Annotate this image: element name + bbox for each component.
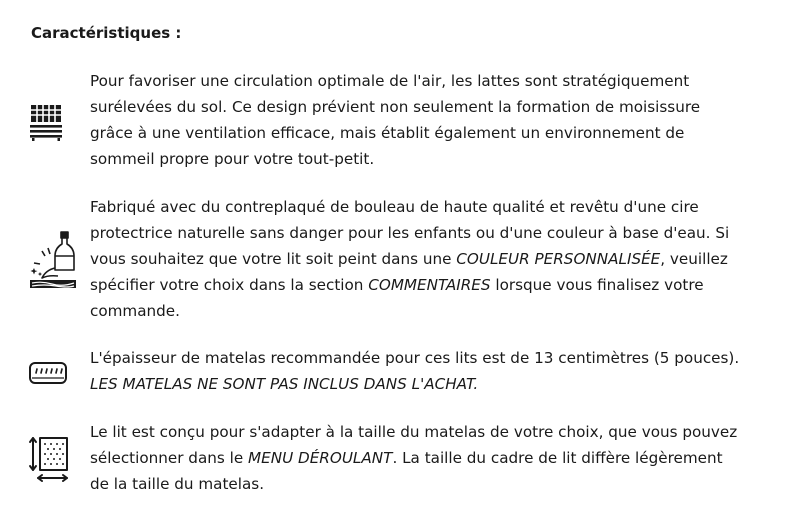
feature-text <box>90 345 795 397</box>
feature-text <box>90 194 795 324</box>
text-line: de la taille du matelas. <box>90 475 265 493</box>
comments-emphasis: COMMENTAIRES <box>368 276 491 294</box>
feature-text <box>90 419 795 497</box>
dropdown-menu-emphasis: MENU DÉROULANT <box>248 449 393 467</box>
feature-text <box>90 68 795 172</box>
text-line <box>90 272 795 298</box>
raised-slats-icon <box>28 102 64 142</box>
wax-bottle-icon <box>28 230 78 290</box>
text-line: Fabriqué avec du contreplaqué de bouleau de haute qualité et revêtu d'une cire <box>90 198 699 216</box>
text-line: sommeil propre pour votre tout-petit. <box>90 150 375 168</box>
text-segment: . La taille du cadre de lit diffère légèrement <box>392 449 723 467</box>
text-line: L'épaisseur de matelas recommandée pour ces lits est de 13 centimètres (5 pouces). <box>90 349 740 367</box>
text-line: commande. <box>90 302 180 320</box>
not-included-notice: LES MATELAS NE SONT PAS INCLUS DANS L'ACHAT. <box>90 375 479 393</box>
text-segment: , veuillez <box>660 250 728 268</box>
text-segment: lorsque vous finalisez votre <box>490 276 704 294</box>
text-line: Le lit est conçu pour s'adapter à la taille du matelas de votre choix, que vous pouvez <box>90 423 738 441</box>
text-line: surélevées du sol. Ce design prévient non seulement la formation de moisissure <box>90 98 701 116</box>
text-line: protectrice naturelle sans danger pour les enfants ou d'une couleur à base d'eau. Si <box>90 224 730 242</box>
text-line: Pour favoriser une circulation optimale de l'air, les lattes sont stratégiquement <box>90 72 690 90</box>
mattress-icon <box>28 359 68 387</box>
text-line <box>90 445 795 471</box>
text-segment: vous souhaitez que votre lit soit peint dans une <box>90 250 457 268</box>
custom-color-emphasis: COULEUR PERSONNALISÉE <box>456 250 661 268</box>
text-line <box>90 246 795 272</box>
section-heading: Caractéristiques : <box>31 24 182 42</box>
text-segment: sélectionner dans le <box>90 449 249 467</box>
text-segment: spécifier votre choix dans la section <box>90 276 369 294</box>
bed-size-icon <box>28 435 70 483</box>
text-line: grâce à une ventilation efficace, mais établit également un environnement de <box>90 124 685 142</box>
